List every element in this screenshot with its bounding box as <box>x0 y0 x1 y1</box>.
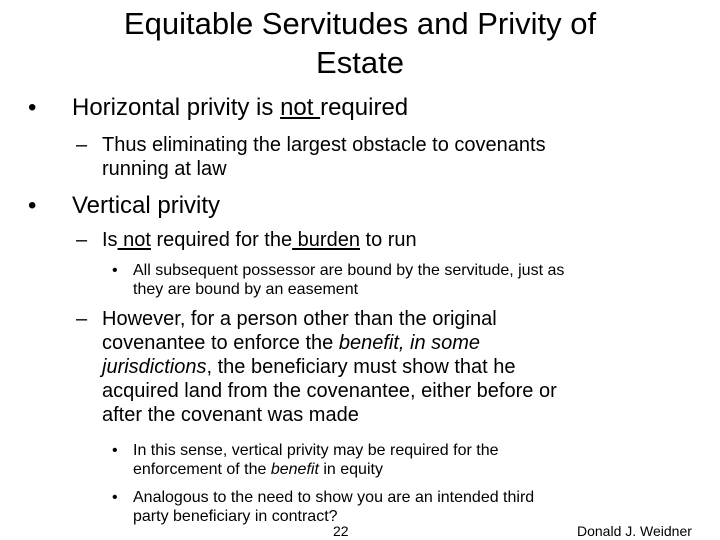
item-vertical-privity-required <box>133 441 499 479</box>
item-text: enforcement of the <box>133 461 271 478</box>
underlined-word: not <box>117 229 151 251</box>
slide-number: 22 <box>333 523 349 539</box>
sub-bullet-line: after the covenant was made <box>102 404 359 426</box>
sub-bullet-line: acquired land from the covenantee, either before or <box>102 380 557 402</box>
sub-bullet-eliminating-obstacle <box>102 133 546 181</box>
emphasized-text: benefit <box>270 461 319 478</box>
sub-bullet-text: covenantee to enforce the <box>102 332 339 354</box>
item-text: in equity <box>318 461 383 478</box>
bullet-marker: • <box>28 94 37 121</box>
bullet-text: required <box>320 94 409 121</box>
dash-marker: – <box>76 134 88 156</box>
sub-bullet-line <box>102 331 557 355</box>
emphasized-text: jurisdictions <box>102 356 207 378</box>
sub-bullet-line: running at law <box>102 158 227 180</box>
dash-marker: – <box>76 229 88 251</box>
bullet-marker: • <box>112 442 118 459</box>
bullet-marker: • <box>112 489 118 506</box>
sub-bullet-line: Thus eliminating the largest obstacle to covenants <box>102 134 546 156</box>
bullet-horizontal-privity <box>72 94 408 122</box>
bullet-vertical-privity: Vertical privity <box>72 192 221 219</box>
item-line: All subsequent possessor are bound by the servitude, just as <box>133 262 565 279</box>
item-intended-third-party <box>133 488 534 526</box>
underlined-word: not <box>280 94 321 121</box>
underlined-word: burden <box>292 229 360 251</box>
title-line-2: Estate <box>316 45 404 80</box>
sub-bullet-burden-to-run <box>102 228 417 252</box>
item-subsequent-possessor <box>133 261 564 299</box>
item-line: In this sense, vertical privity may be required for the <box>133 442 499 459</box>
sub-bullet-text: , the beneficiary must show that he <box>206 356 516 378</box>
item-line: Analogous to the need to show you are an intended third <box>133 489 535 506</box>
sub-bullet-line: However, for a person other than the original <box>102 308 497 330</box>
bullet-marker: • <box>28 192 37 219</box>
emphasized-text: benefit, in some <box>338 332 481 354</box>
sub-bullet-text: to run <box>359 229 417 251</box>
bullet-text: Horizontal privity is <box>72 94 281 121</box>
sub-bullet-text: Is <box>102 229 118 251</box>
item-line: party beneficiary in contract? <box>133 508 338 525</box>
sub-bullet-line <box>102 355 557 379</box>
sub-bullet-text: required for the <box>150 229 293 251</box>
sub-bullet-enforce-benefit <box>102 307 557 427</box>
dash-marker: – <box>76 308 88 330</box>
title-line-1: Equitable Servitudes and Privity of <box>123 6 597 41</box>
bullet-marker: • <box>112 262 118 279</box>
footer-author: Donald J. Weidner <box>577 523 692 539</box>
slide-title <box>40 4 680 82</box>
item-line <box>133 460 499 479</box>
item-line: they are bound by an easement <box>133 281 359 298</box>
